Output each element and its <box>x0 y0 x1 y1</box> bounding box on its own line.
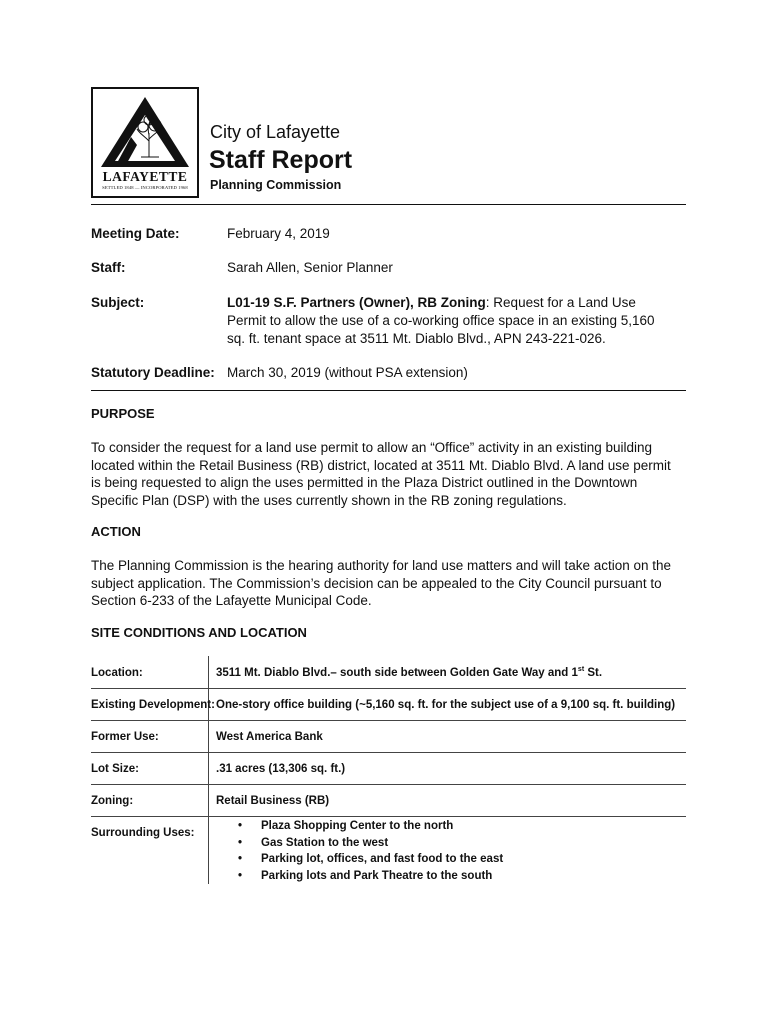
list-item: • Parking lot, offices, and fast food to the east <box>238 851 503 868</box>
staff-label: Staff: <box>91 260 126 275</box>
table-row-divider <box>91 752 686 753</box>
logo-tagline: SETTLED 1848 — INCORPORATED 1968 <box>102 185 188 190</box>
table-row-label: Location: <box>91 667 143 679</box>
list-item: • Plaza Shopping Center to the north <box>238 818 503 835</box>
list-item: • Parking lots and Park Theatre to the south <box>238 868 503 885</box>
subject-value <box>227 294 667 348</box>
table-row-divider <box>91 816 686 817</box>
logo-name: LAFAYETTE <box>102 169 188 184</box>
purpose-heading: PURPOSE <box>91 406 155 421</box>
site-conditions-table <box>91 656 686 884</box>
action-text: The Planning Commission is the hearing authority for land use matters and will take action on the subject application. The Commission’s decision can be appealed to the City Council pursuant to Section 6-233 of the Lafayette Municipal Code. <box>91 558 672 609</box>
table-row-value: .31 acres (13,306 sq. ft.) <box>216 763 346 775</box>
list-item: • Gas Station to the west <box>238 835 503 852</box>
city-name: City of Lafayette <box>210 122 341 142</box>
table-row-value: 3511 Mt. Diablo Blvd.– south side between Golden Gate Way and 1st St. <box>216 666 603 679</box>
header-divider <box>91 204 686 205</box>
deadline-value: March 30, 2019 (without PSA extension) <box>227 365 468 380</box>
table-row-label: Existing Development: <box>91 699 215 711</box>
surrounding-uses-list <box>238 818 503 884</box>
staff-value: Sarah Allen, Senior Planner <box>227 260 393 275</box>
site-heading: SITE CONDITIONS AND LOCATION <box>91 625 307 640</box>
table-row-divider <box>91 688 686 689</box>
page-subtitle: Planning Commission <box>210 178 342 192</box>
table-row-value: Retail Business (RB) <box>216 795 330 807</box>
city-logo <box>91 87 199 198</box>
surrounding-uses-label: Surrounding Uses: <box>91 827 195 839</box>
table-row-label: Lot Size: <box>91 763 139 775</box>
table-row-value: West America Bank <box>216 731 323 743</box>
action-heading: ACTION <box>91 524 141 539</box>
table-row-divider <box>91 784 686 785</box>
table-row-label: Zoning: <box>91 795 134 807</box>
table-column-divider <box>208 656 209 884</box>
purpose-text: To consider the request for a land use permit to allow an “Office” activity in an existing building located within the Retail Business (RB) district, located at 3511 Mt. Diablo Blvd. A land use permit is being requested to align the uses permitted in the Plaza District outlined in the Downtown Specific Plan (DSP) with the uses currently shown in the RB zoning regulations. <box>91 440 671 508</box>
table-row-label: Former Use: <box>91 731 159 743</box>
table-row-value: One-story office building (~5,160 sq. ft. for the subject use of a 9,100 sq. ft. building) <box>216 699 676 711</box>
subject-bold: L01-19 S.F. Partners (Owner), RB Zoning <box>227 295 486 310</box>
deadline-label: Statutory Deadline: <box>91 365 215 380</box>
table-row-divider <box>91 720 686 721</box>
meeting-date-value: February 4, 2019 <box>227 226 330 241</box>
subject-rest: : Request for a Land Use Permit to allow the use of a co-working office space in an existing 5,160 sq. ft. tenant space at 3511 Mt. Diablo Blvd., APN 243-221-026. <box>227 295 655 346</box>
page-title: Staff Report <box>209 146 353 174</box>
meta-divider <box>91 390 686 391</box>
meeting-date-label: Meeting Date: <box>91 226 180 241</box>
subject-label: Subject: <box>91 295 145 310</box>
triangle-emblem-icon <box>97 93 193 169</box>
